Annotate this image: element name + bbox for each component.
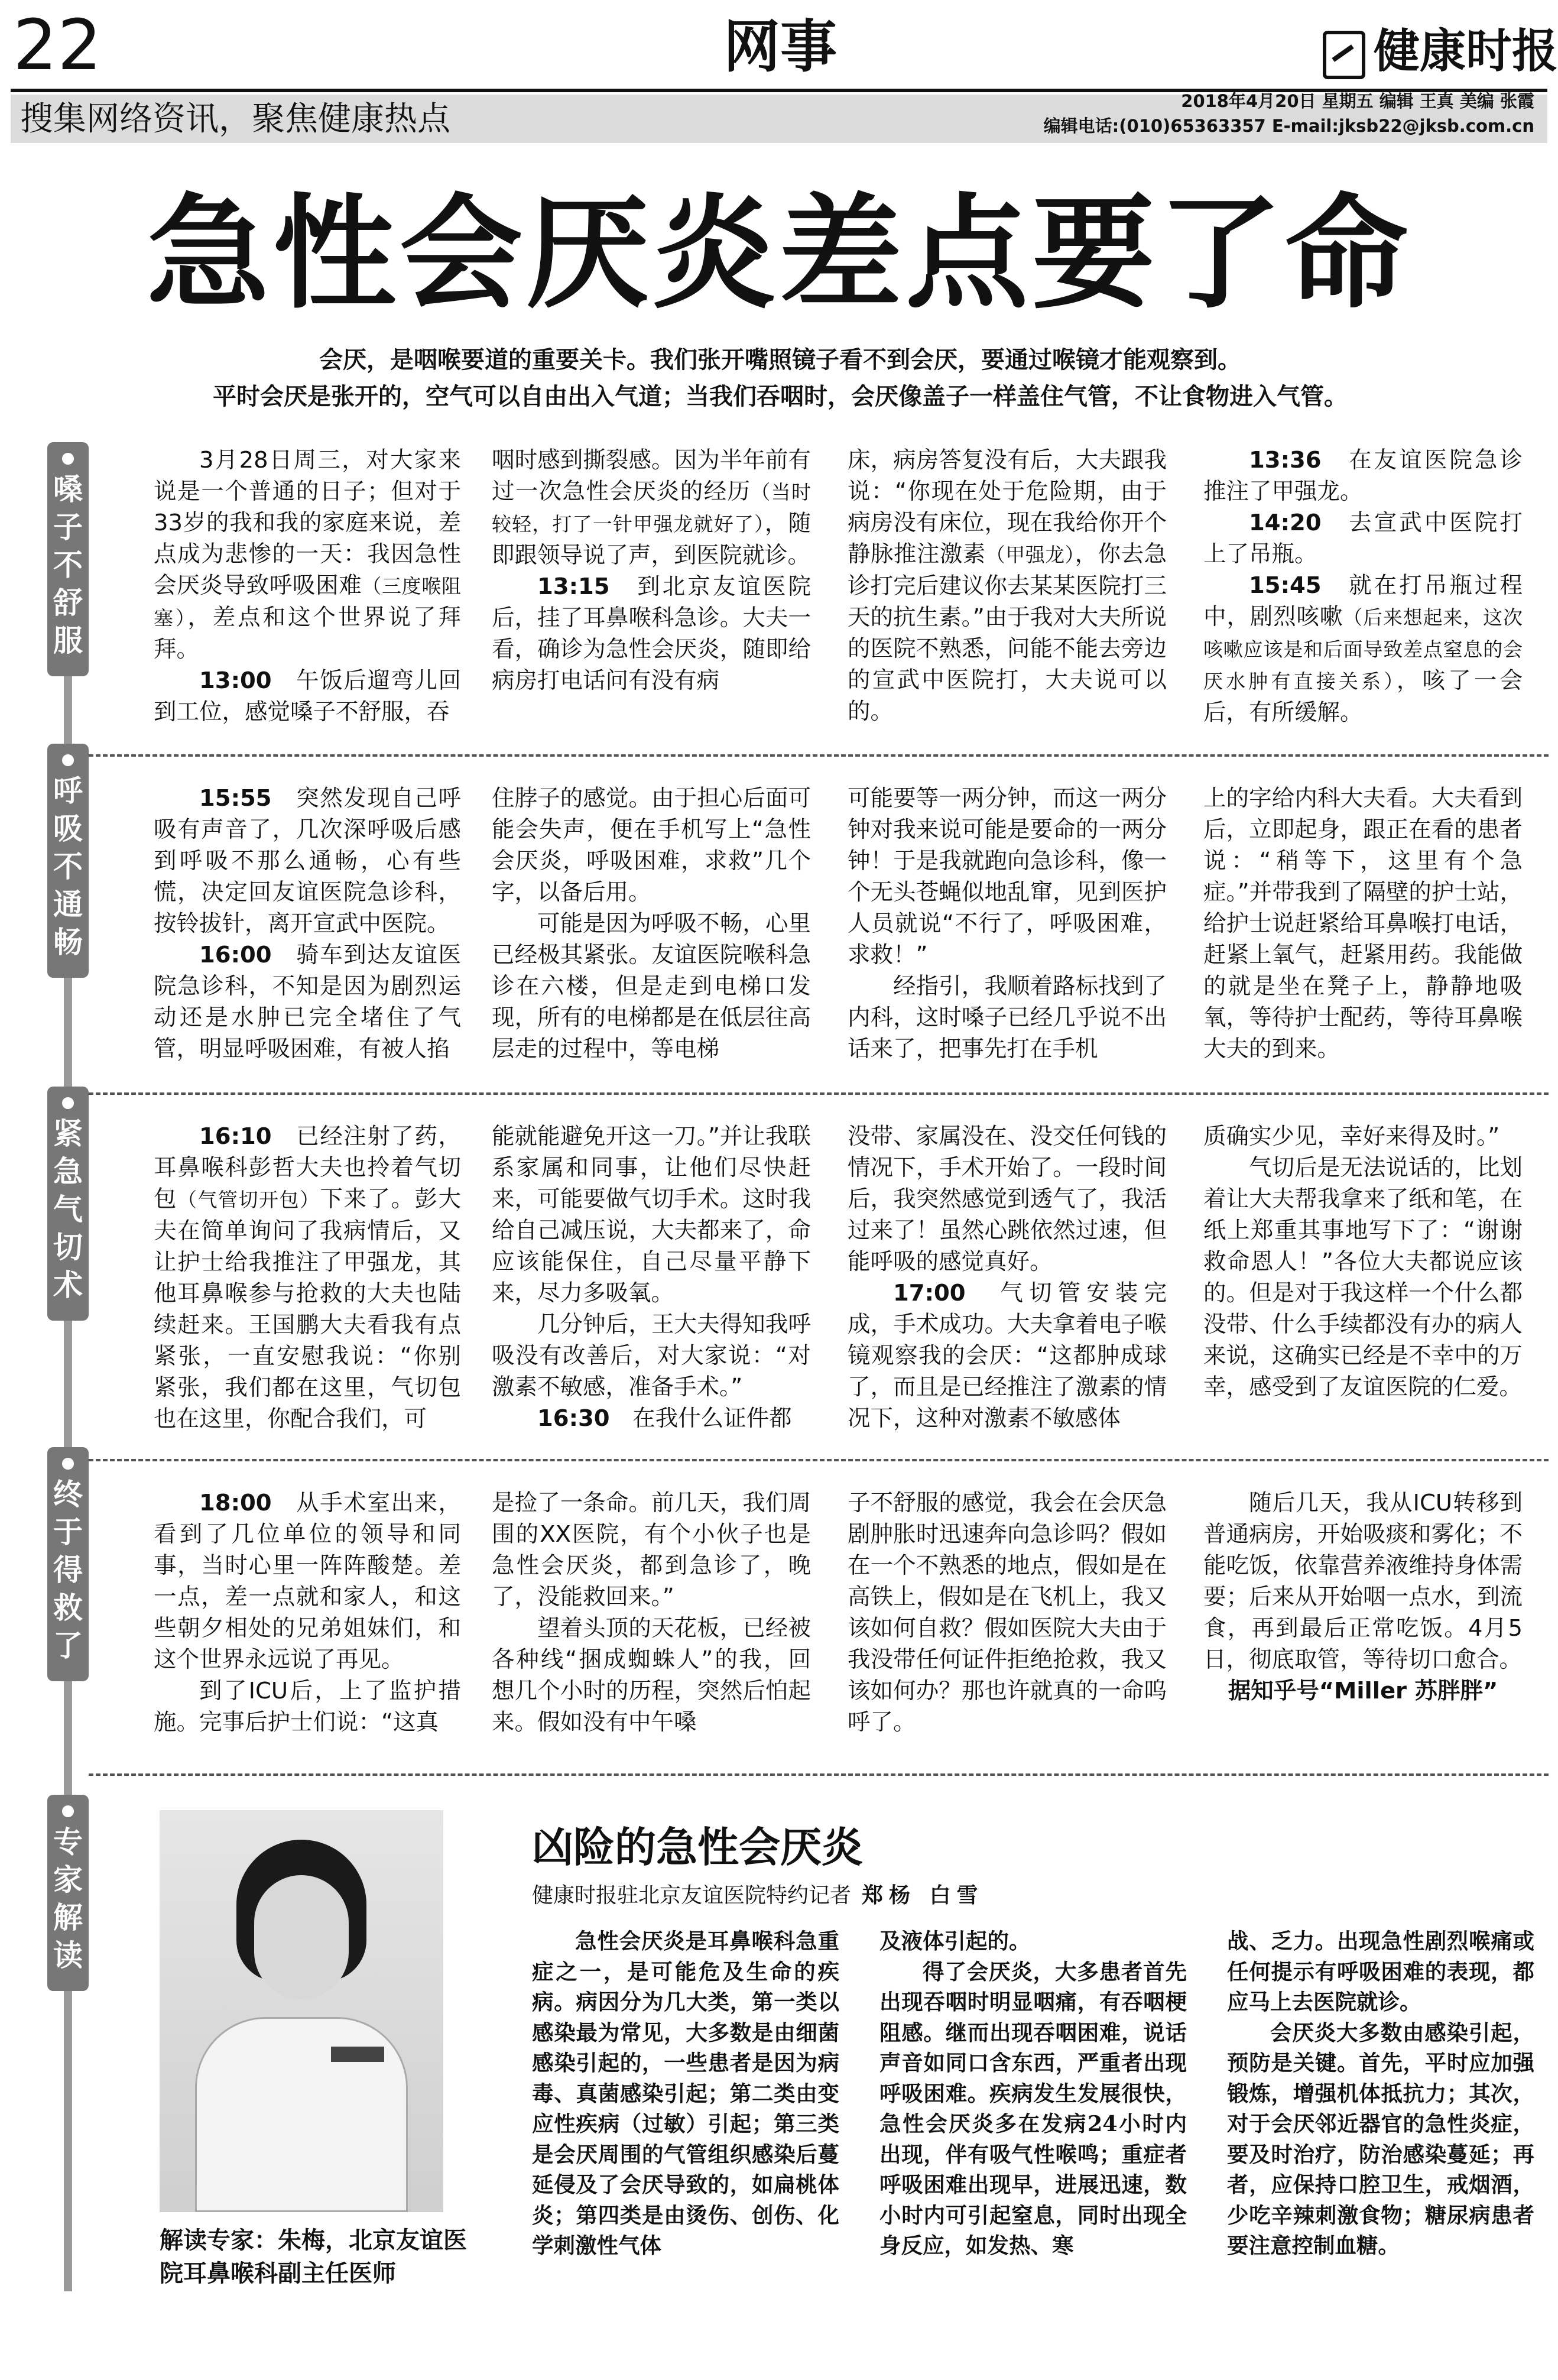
text: 会厌炎大多数由感染引起，预防是关键。首先，平时应加强锻炼，增强机体抵抗力；其次，对于会厌邻近器官的急性炎症，要及时治疗，防治感染蔓延；再者，应保持口腔卫生，戒烟酒，少吃辛辣刺激食物；糖尿病患者要注意控制血糖。 — [1227, 2019, 1534, 2258]
expert-title: 凶险的急性会厌炎 — [532, 1823, 863, 1872]
logo-mark-icon — [1323, 31, 1365, 79]
article-column — [154, 1487, 461, 1738]
text: 从手术室出来，看到了几位单位的领导和同事，当时心里一阵阵酸楚。差一点，差一点就和家人，和这些朝夕相处的兄弟姐妹们，和这个世界永远说了再见。 — [154, 1490, 461, 1673]
article-column — [848, 1121, 1167, 1434]
timestamp: 16:10 — [199, 1123, 272, 1150]
timestamp: 15:45 — [1249, 572, 1322, 599]
article-column — [848, 445, 1167, 727]
text: 得了会厌炎，大多患者首先出现吞咽时明显咽痛，有吞咽梗阻感。继而出现吞咽困难，说话声音如同口含东西，严重者出现呼吸困难。疾病发生发展很快，急性会厌炎多在发病24小时内出现，伴有吸气性喉鸣；重症者呼吸困难出现早，进展迅速，数小时内可引起窒息，同时出现全身反应，如发热、寒 — [879, 1959, 1187, 2258]
text: 急性会厌炎是耳鼻喉科急重症之一，是可能危及生命的疾病。病因分为几大类，第一类以感染最为常见，大多数是由细菌感染引起的，一些患者是因为病毒、真菌感染引起；第二类由变应性疾病（过敏）引起；第三类是会厌周围的气管组织感染后蔓延侵及了会厌导致的，如扁桃体炎；第四类是由烫伤、创伤、化学刺激性气体 — [532, 1928, 839, 2258]
text: 及液体引起的。 — [879, 1928, 1031, 1954]
expert-face — [254, 1875, 349, 1999]
text: 下来了。彭大夫在简单询问了我病情后，又让护士给我推注了甲强龙，其他耳鼻喉参与抢救的大夫也陆续赶来。王国鹏大夫看我有点紧张，一直安慰我说：“你别紧张，我们都在这里，气切包也在这里，你配合我们，可 — [154, 1186, 461, 1432]
note: （甲强龙） — [985, 543, 1075, 566]
text: 床，病房答复没有后，大夫跟我说：“你现在处于危险期，由于病房没有床位，现在我给你开个静脉推注激素 — [848, 447, 1167, 568]
text: 经指引，我顺着路标找到了内科，这时嗓子已经几乎说不出话来了，把事先打在手机 — [848, 973, 1167, 1062]
headline: 急性会厌炎差点要了命 — [147, 183, 1411, 326]
expert-column — [879, 1926, 1187, 2261]
section-tag: 呼吸不通畅 — [47, 744, 89, 978]
text: 咽时感到撕裂感。因为半年前有过一次急性会厌炎的经历 — [492, 447, 811, 505]
note: （后来想起来，这次咳嗽应该是和后面导致差点窒息的会厌水肿有直接关系） — [1203, 606, 1523, 693]
article-column — [492, 1487, 811, 1738]
section-tag: 紧急气切术 — [47, 1087, 89, 1321]
section-title: 网事 — [723, 14, 837, 80]
note: （三度喉阻塞） — [154, 575, 461, 630]
source-credit: 据知乎号“Miller 苏胖胖” — [1228, 1678, 1498, 1704]
note: （气管切开包） — [177, 1188, 320, 1211]
text: 能就能避免开这一刀。”并让我联系家属和同事，让他们尽快赶来，可能要做气切手术。这时我给自己减压说，大夫都来了，命应该能保住，自己尽量平静下来，尽力多吸氧。 — [492, 1123, 811, 1306]
text: 午饭后遛弯儿回到工位，感觉嗓子不舒服，吞 — [154, 667, 461, 725]
section-rail — [64, 447, 72, 2291]
text: 子不舒服的感觉，我会在会厌急剧肿胀时迅速奔向急诊吗？假如在一个不熟悉的地点，假如是在高铁上，假如是在飞机上，我又该如何自救？假如医院大夫由于我没带任何证件拒绝抢救，我又该如何办？那也许就真的一命呜呼了。 — [848, 1490, 1167, 1736]
article-column — [1203, 1121, 1523, 1403]
text: 突然发现自己呼吸有声音了，几次深呼吸后感到呼吸不那么通畅，心有些慌，决定回友谊医院急诊科，按铃拔针，离开宣武中医院。 — [154, 785, 461, 937]
newspaper-logo — [1323, 25, 1558, 79]
timestamp: 13:00 — [199, 667, 272, 694]
intro — [100, 342, 1460, 415]
slogan: 搜集网络资讯，聚焦健康热点 — [20, 100, 450, 138]
text: 在友谊医院急诊推注了甲强龙。 — [1203, 447, 1523, 505]
text: 在我什么证件都 — [632, 1405, 792, 1432]
article-column — [1203, 783, 1523, 1065]
article-column — [154, 783, 461, 1065]
expert-byline — [532, 1881, 984, 1911]
article-column — [1203, 445, 1523, 728]
timestamp: 13:15 — [537, 573, 610, 600]
page-number: 22 — [13, 4, 102, 86]
text: ，你去急诊打完后建议你去某某医院打三天的抗生素。”由于我对大夫所说的医院不熟悉，问能不能去旁边的宣武中医院打，大夫说可以的。 — [848, 541, 1167, 725]
text: 气切后是无法说话的，比划着让大夫帮我拿来了纸和笔，在纸上郑重其事地写下了：“谢谢救命恩人！”各位大夫都说应该的。但是对于我这样一个什么都没带、什么手续都没有办的病人来说，这确实已经是不幸中的万幸，感受到了友谊医院的仁爱。 — [1203, 1155, 1523, 1400]
text: 质确实少见，幸好来得及时。” — [1203, 1123, 1500, 1150]
text: 随后几天，我从ICU转移到普通病房，开始吸痰和雾化；不能吃饭，依靠营养液维持身体需要；后来从开始咽一点水，到流食，再到最后正常吃饭。4月5日，彻底取管，等待切口愈合。 — [1203, 1490, 1523, 1673]
name-badge — [331, 2047, 384, 2062]
article-column — [1203, 1487, 1523, 1707]
text: 没带、家属没在、没交任何钱的情况下，手术开始了。一段时间后，我突然感觉到透气了，我活过来了！虽然心跳依然过速，但能呼吸的感觉真好。 — [848, 1123, 1167, 1275]
article-column — [154, 1121, 461, 1435]
section-tag: 终于得救了 — [47, 1447, 89, 1681]
text: 可能要等一两分钟，而这一两分钟对我来说可能是要命的一两分钟！于是我就跑向急诊科，像一个无头苍蝇似地乱窜，见到医护人员就说“不行了，呼吸困难，求救！” — [848, 785, 1167, 968]
text: 到北京友谊医院后，挂了耳鼻喉科急诊。大夫一看，确诊为急性会厌炎，随即给病房打电话问有没有病 — [492, 573, 811, 694]
timestamp: 15:55 — [199, 785, 272, 812]
timestamp: 16:00 — [199, 942, 272, 968]
logo-text: 健康时报 — [1374, 24, 1558, 78]
text: 就在打吊瓶过程中，剧烈咳嗽 — [1203, 572, 1523, 630]
article-column — [154, 445, 461, 728]
timestamp: 17:00 — [893, 1280, 966, 1306]
timestamp: 14:20 — [1249, 510, 1322, 536]
text: 去宣武中医院打上了吊瓶。 — [1203, 510, 1523, 568]
expert-caption: 解读专家：朱梅，北京友谊医院耳鼻喉科副主任医师 — [160, 2227, 467, 2287]
section-tag: 专家解读 — [47, 1795, 89, 1991]
issue-meta — [1044, 89, 1534, 138]
text: ，随即跟领导说了声，到医院就诊。 — [492, 510, 811, 569]
text: 气切管安装完成，手术成功。大夫拿着电子喉镜观察我的会厌：“这都肿成球了，而且是已经推注了激素的情况下，这种对激素不敏感体 — [848, 1280, 1167, 1432]
text: 上的字给内科大夫看。大夫看到后，立即起身，跟正在看的患者说：“稍等下，这里有个急症。”并带我到了隔壁的护士站，给护士说赶紧给耳鼻喉打电话，赶紧上氧气，赶紧用药。我能做的就是坐在凳子上，静静地吸氧，等待护士配药，等待耳鼻喉大夫的到来。 — [1203, 785, 1523, 1062]
text: 骑车到达友谊医院急诊科，不知是因为剧烈运动还是水肿已完全堵住了气管，明显呼吸困难，有被人掐 — [154, 942, 461, 1062]
text: 几分钟后，王大夫得知我呼吸没有改善后，对大家说：“对激素不敏感，准备手术。” — [492, 1311, 811, 1400]
text: ，咳了一会后，有所缓解。 — [1203, 667, 1523, 726]
byline-reporters: 郑杨 白雪 — [862, 1883, 984, 1908]
text: 3月28日周三，对大家来说是一个普通的日子；但对于33岁的我和我的家庭来说，差点成为悲惨的一天：我因急性会厌炎导致呼吸困难 — [154, 447, 461, 599]
section-divider — [89, 754, 1549, 757]
text: 住脖子的感觉。由于担心后面可能会失声，便在手机写上“急性会厌炎，呼吸困难，求救”几个字，以备后用。 — [492, 785, 811, 906]
section-divider — [89, 1092, 1549, 1095]
timestamp: 18:00 — [199, 1490, 272, 1516]
text: 是捡了一条命。前几天，我们周围的XX医院，有个小伙子也是急性会厌炎，都到急诊了，晚了，没能救回来。” — [492, 1490, 811, 1610]
expert-column — [1227, 1926, 1534, 2261]
article-column — [492, 783, 811, 1065]
text: 战、乏力。出现急性剧烈喉痛或任何提示有呼吸困难的表现，都应马上去医院就诊。 — [1227, 1928, 1534, 2015]
text: 已经注射了药，耳鼻喉科彭哲大夫也拎着气切包 — [154, 1123, 461, 1212]
intro-line: 会厌，是咽喉要道的重要关卡。我们张开嘴照镜子看不到会厌，要通过喉镜才能观察到。 — [319, 346, 1241, 374]
article-column — [848, 783, 1167, 1065]
editor-contact: 编辑电话:(010)65363357 E-mail:jksb22@jksb.com.cn — [1043, 116, 1534, 136]
timestamp: 13:36 — [1249, 447, 1322, 474]
section-divider — [89, 1459, 1549, 1461]
expert-column — [532, 1926, 839, 2261]
text: 可能是因为呼吸不畅，心里已经极其紧张。友谊医院喉科急诊在六楼，但是走到电梯口发现，所有的电梯都是在低层往高层走的过程中，等电梯 — [492, 910, 811, 1062]
text: 到了ICU后，上了监护措施。完事后护士们说：“这真 — [154, 1678, 461, 1736]
article-column — [492, 445, 811, 696]
text: 望着头顶的天花板，已经被各种线“捆成蜘蛛人”的我，回想几个小时的历程，突然后怕起来。假如没有中午嗓 — [492, 1615, 811, 1736]
issue-date: 2018年4月20日 星期五 编辑 王真 美编 张霞 — [1181, 91, 1534, 111]
article-column — [848, 1487, 1167, 1738]
article-column — [492, 1121, 811, 1434]
section-tag: 嗓子不舒服 — [47, 442, 89, 676]
timestamp: 16:30 — [537, 1405, 610, 1432]
text: ，差点和这个世界说了拜拜。 — [154, 604, 461, 663]
expert-photo — [160, 1810, 443, 2212]
note: （当时较轻，打了一针甲强龙就好了） — [492, 481, 811, 536]
section-divider — [89, 1773, 1549, 1776]
byline-org: 健康时报驻北京友谊医院特约记者 — [532, 1883, 852, 1908]
intro-line: 平时会厌是张开的，空气可以自由出入气道；当我们吞咽时，会厌像盖子一样盖住气管，不让食物进入气管。 — [213, 383, 1348, 410]
